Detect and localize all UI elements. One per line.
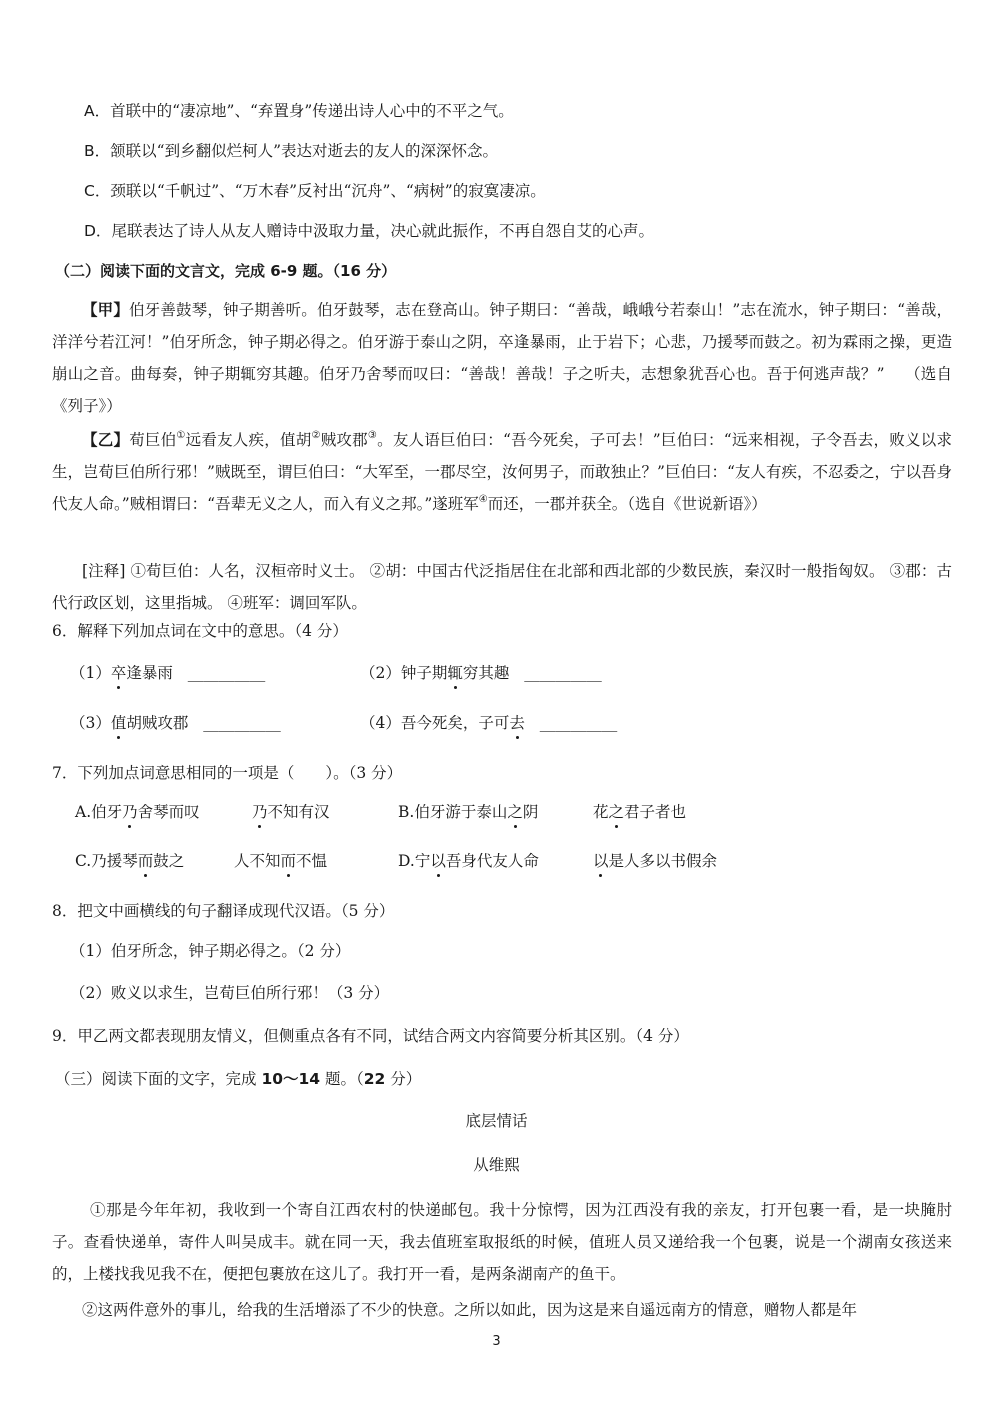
heading-text: 题。（ [320, 1070, 364, 1088]
q7-option-b [398, 802, 538, 822]
q8-item-1: （1）伯牙所念，钟子期必得之。（2 分） [70, 942, 351, 960]
option-text: 君子者也 [624, 803, 687, 821]
option-text: 花 [593, 803, 609, 821]
choice-a [84, 101, 514, 121]
choice-label: B． [84, 142, 111, 160]
question-9-stem: 9．甲乙两文都表现朋友情义，但侧重点各有不同，试结合两文内容简要分析其区别。（4 分） [52, 1027, 689, 1045]
passage-tag: 【乙】 [82, 430, 130, 449]
choice-label: D． [84, 222, 112, 240]
option-label: B. [398, 803, 415, 821]
dotted-char: 卒 [110, 664, 127, 682]
q7-option-b-compare [593, 802, 686, 822]
option-text: 阴 [522, 803, 539, 821]
q7-option-a-compare [252, 802, 330, 822]
footnote-marker: ③ [367, 430, 378, 441]
dotted-char: 以 [430, 852, 446, 870]
q7-option-c [75, 851, 184, 871]
option-text: 吾身代友人命 [445, 852, 539, 870]
section-heading: （二）阅读下面的文言文，完成 6-9 题。（16 分） [55, 262, 397, 280]
dotted-char: 去 [509, 714, 525, 732]
q6-item-3 [70, 713, 281, 733]
footnote-marker: ② [311, 430, 321, 441]
option-text: 乃援琴 [91, 852, 138, 870]
option-text: 是人多以书假余 [608, 852, 718, 870]
option-label: A. [75, 803, 92, 821]
item-number: （2） [360, 664, 401, 682]
q7-option-d [398, 851, 539, 871]
option-text: 不知有汉 [267, 803, 330, 821]
passage-text: 贼攻郡 [320, 431, 368, 449]
q7-option-a [75, 802, 200, 822]
q6-item-2 [360, 663, 602, 683]
q6-item-1 [70, 663, 265, 683]
option-text: 鼓之 [153, 852, 185, 870]
choice-b [84, 141, 498, 161]
question-7-stem: 7．下列加点词意思相同的一项是（ ）。（3 分） [52, 764, 403, 782]
option-text: 伯牙 [91, 803, 123, 821]
heading-text: （三）阅读下面的文字，完成 [55, 1070, 262, 1088]
dotted-char: 以 [593, 852, 609, 870]
q7-option-d-compare [593, 851, 717, 871]
dotted-char: 值 [110, 714, 127, 732]
item-number: （4） [360, 714, 401, 732]
passage-text: 伯牙善鼓琴，钟子期善听。伯牙鼓琴，志在登高山。钟子期曰：“善哉，峨峨兮若泰山！”志在流水，钟子期曰：“善哉，洋洋兮若江河！”伯牙所念，钟子期必得之。伯牙游于泰山之阴，卒逢暴雨，止于岩下；心悲，乃援琴而鼓之。初为霖雨之操，更造崩山之音。曲每奏，钟子期辄穷其趣。伯牙乃舍琴而叹曰：“善哉！善哉！子之听夫，志想象犹吾心也。吾于何逃声哉？” [52, 301, 952, 383]
choice-text: 尾联表达了诗人从友人赠诗中汲取力量，决心就此振作，不再自怨自艾的心声。 [111, 222, 654, 240]
passage-jia [52, 294, 952, 422]
heading-range: 10～14 [261, 1070, 321, 1088]
item-text: 钟子期 [400, 664, 448, 682]
question-6-stem: 6．解释下列加点词在文中的意思。（4 分） [52, 622, 348, 640]
item-text: 穷其趣 [462, 664, 510, 682]
option-label: D. [398, 852, 415, 870]
section-heading [55, 1069, 421, 1089]
item-number: （1） [70, 664, 111, 682]
item-text: 胡贼攻郡 [126, 714, 189, 732]
answer-blank[interactable]: __________ [539, 714, 618, 732]
article-paragraph-1: ①那是今年年初，我收到一个寄自江西农村的快递邮包。我十分惊愕，因为江西没有我的亲友，打开包裹一看，是一块腌肘子。查看快递单，寄件人叫吴成丰。就在同一天，我去值班室取报纸的时候，值班人员又递给我一个包裹，说是一个湖南女孩送来的，上楼找我见我不在，便把包裹放在这儿了。我打开一看，是两条湖南产的鱼干。 [52, 1201, 952, 1283]
item-text: 吾今死矣，子可 [400, 714, 510, 732]
option-text: 伯牙游于泰山 [414, 803, 508, 821]
page-number: 3 [492, 1334, 501, 1349]
dotted-char: 辄 [447, 664, 463, 682]
choice-label: A． [84, 102, 111, 120]
item-text: 逢暴雨 [126, 664, 173, 682]
q6-item-4 [360, 713, 617, 733]
option-text: 人不知 [234, 852, 281, 870]
option-text: 舍琴而叹 [137, 803, 200, 821]
passage-text: 而还，一郡并获全。（选自《世说新语》） [487, 495, 767, 513]
dotted-char: 而 [280, 852, 297, 870]
dotted-char: 乃 [122, 803, 138, 821]
heading-score: 22 [363, 1070, 386, 1088]
article-title: 底层情话 [465, 1112, 528, 1130]
annotation-notes: [注释] ①荀巨伯：人名，汉桓帝时义士。 ②胡：中国古代泛指居住在北部和西北部的少数民族，秦汉时一般指匈奴。 ③郡：古代行政区划，这里指城。 ④班军：调回军队。 [52, 562, 952, 612]
choice-c [84, 181, 546, 201]
answer-blank[interactable]: __________ [524, 664, 602, 682]
question-8-stem: 8．把文中画横线的句子翻译成现代汉语。（5 分） [52, 902, 395, 920]
dotted-char: 之 [507, 803, 523, 821]
answer-blank[interactable]: __________ [203, 714, 281, 732]
passage-text: 荀巨伯 [129, 431, 177, 449]
footnote-marker: ① [176, 430, 186, 441]
article-author: 从维熙 [473, 1156, 520, 1174]
passage-yi [52, 424, 952, 520]
option-label: C. [75, 852, 92, 870]
q8-item-2: （2）败义以求生，岂荀巨伯所行邪！（3 分） [70, 984, 390, 1002]
dotted-char: 乃 [252, 803, 268, 821]
option-text: 宁 [414, 852, 431, 870]
choice-text: 首联中的“凄凉地”、“弃置身”传递出诗人心中的不平之气。 [110, 102, 514, 120]
choice-text: 颈联以“千帆过”、“万木春”反衬出“沉舟”、“病树”的寂寞凄凉。 [110, 182, 546, 200]
option-text: 不愠 [296, 852, 328, 870]
article-paragraph-2: ②这两件意外的事儿，给我的生活增添了不少的快意。之所以如此，因为这是来自遥远南方的情意，赠物人都是年 [82, 1301, 858, 1319]
heading-text: 分） [385, 1070, 422, 1088]
dotted-char: 之 [608, 803, 625, 821]
footnote-marker: ④ [478, 494, 488, 505]
passage-source: （选自《列子》） [52, 365, 952, 415]
passage-tag: 【甲】 [82, 300, 129, 319]
choice-d [84, 221, 654, 241]
passage-text: 远看友人疾，值胡 [185, 431, 312, 449]
choice-text: 颔联以“到乡翻似烂柯人”表达对逝去的友人的深深怀念。 [110, 142, 498, 160]
choice-label: C． [84, 182, 111, 200]
passage-text: 。友人语巨伯曰：“吾今死矣，子可去！”巨伯曰：“远来相视，子令吾去，败义以求生，岂荀巨伯所行邪！”贼既至，谓巨伯曰：“大军至，一郡尽空，汝何男子，而敢独止？”巨伯曰：“友人有疾，不忍委之，宁以吾身代友人命。”贼相谓曰：“吾辈无义之人，而入有义之邦。”遂班军 [52, 431, 952, 513]
q7-option-c-compare [234, 851, 327, 871]
item-number: （3） [70, 714, 111, 732]
dotted-char: 而 [137, 852, 154, 870]
answer-blank[interactable]: __________ [187, 664, 266, 682]
